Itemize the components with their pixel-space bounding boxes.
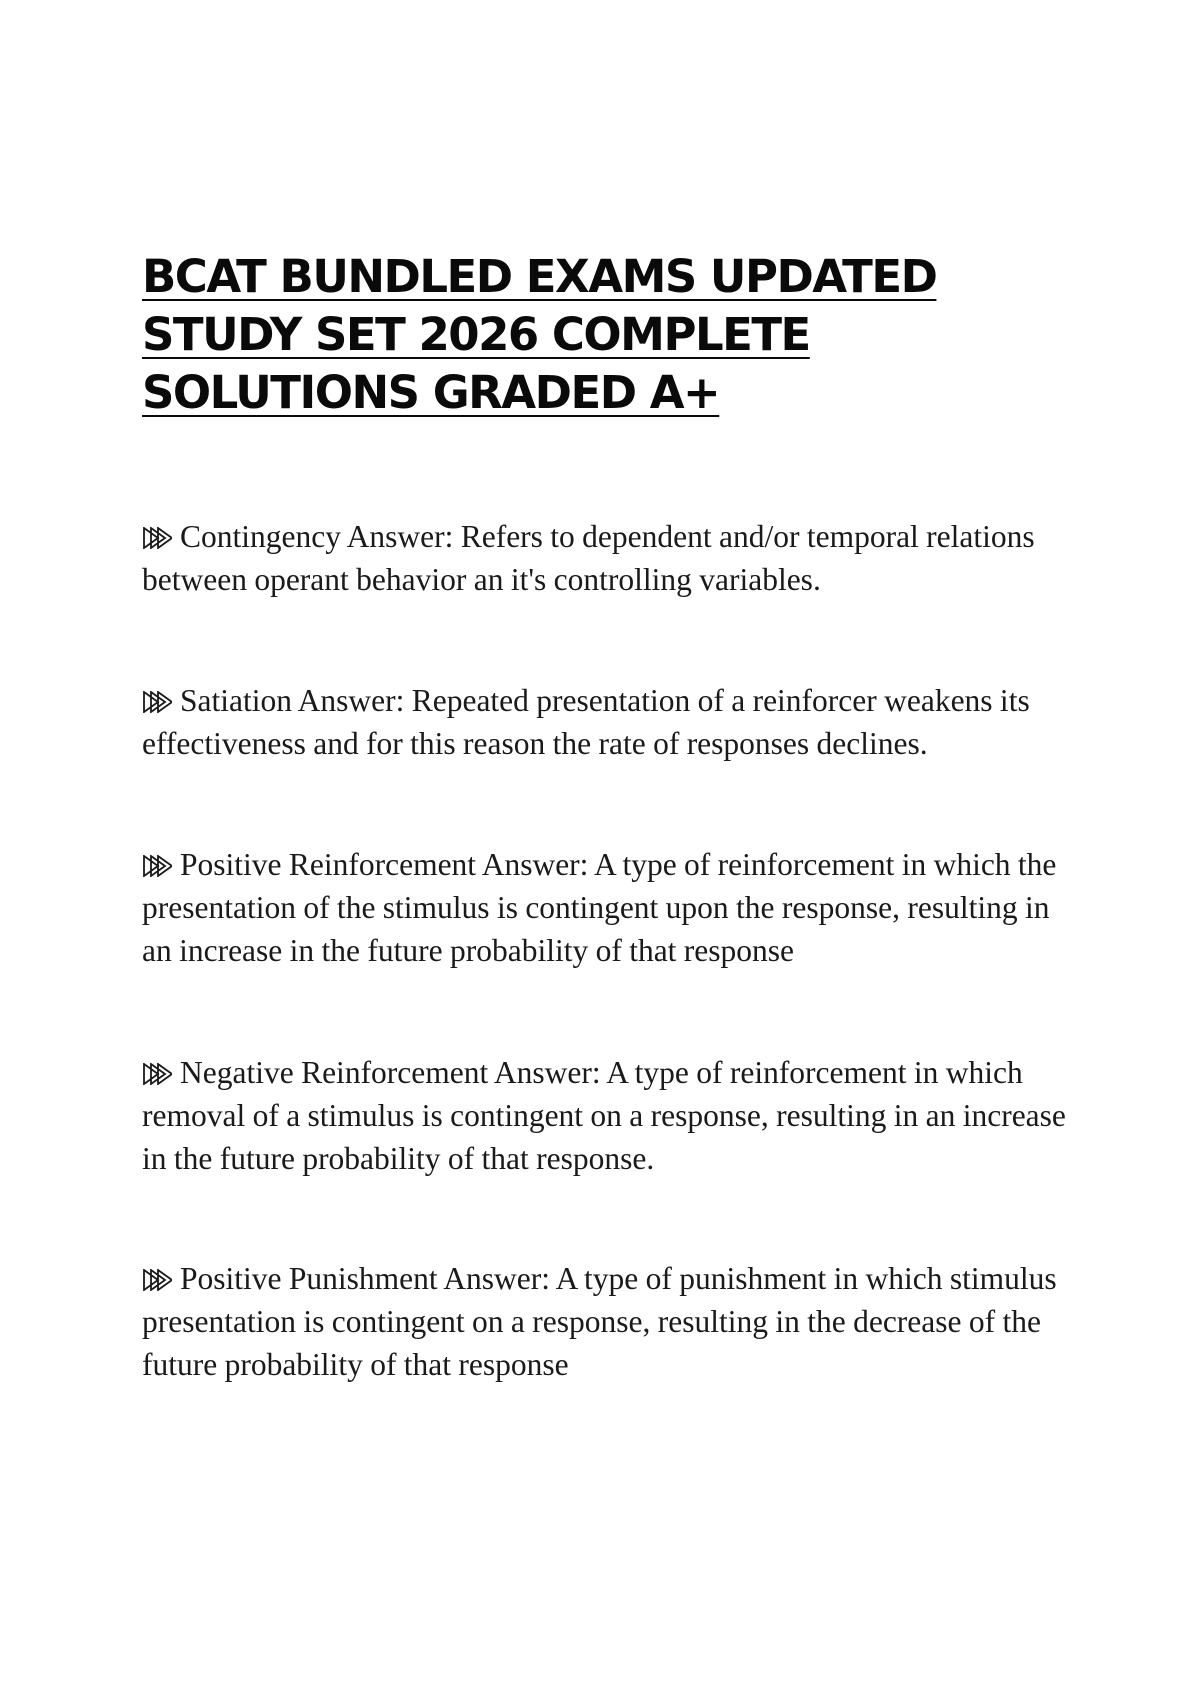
triple-arrowhead-bullet-icon [142, 1269, 172, 1291]
flashcard-text: Positive Punishment Answer: A type of punishment in which stimulus presentation is contingent on a response, resulting in the decrease of the future probability of that response [142, 1261, 1057, 1382]
flashcard-text: Contingency Answer: Refers to dependent and/or temporal relations between operant behavior an it's controlling variables. [142, 519, 1035, 597]
triple-arrowhead-bullet-icon [142, 527, 172, 549]
flashcard-text: Negative Reinforcement Answer: A type of reinforcement in which removal of a stimulus is contingent on a response, resulting in an increase in the future probability of that response. [142, 1055, 1066, 1176]
flashcard-item [142, 1257, 1072, 1386]
document-title: BCAT BUNDLED EXAMS UPDATED STUDY SET 2026 COMPLETE SOLUTIONS GRADED A+ [142, 250, 937, 419]
flashcard-item [142, 515, 1072, 601]
flashcard-item [142, 1051, 1072, 1180]
flashcard-item [142, 679, 1072, 765]
triple-arrowhead-bullet-icon [142, 691, 172, 713]
triple-arrowhead-bullet-icon [142, 855, 172, 877]
flashcard-text: Positive Reinforcement Answer: A type of reinforcement in which the presentation of the stimulus is contingent upon the response, resulting in an increase in the future probability of that response [142, 847, 1057, 968]
flashcard-text: Satiation Answer: Repeated presentation of a reinforcer weakens its effectiveness and for this reason the rate of responses declines. [142, 683, 1030, 761]
triple-arrowhead-bullet-icon [142, 1063, 172, 1085]
flashcard-item [142, 843, 1072, 972]
